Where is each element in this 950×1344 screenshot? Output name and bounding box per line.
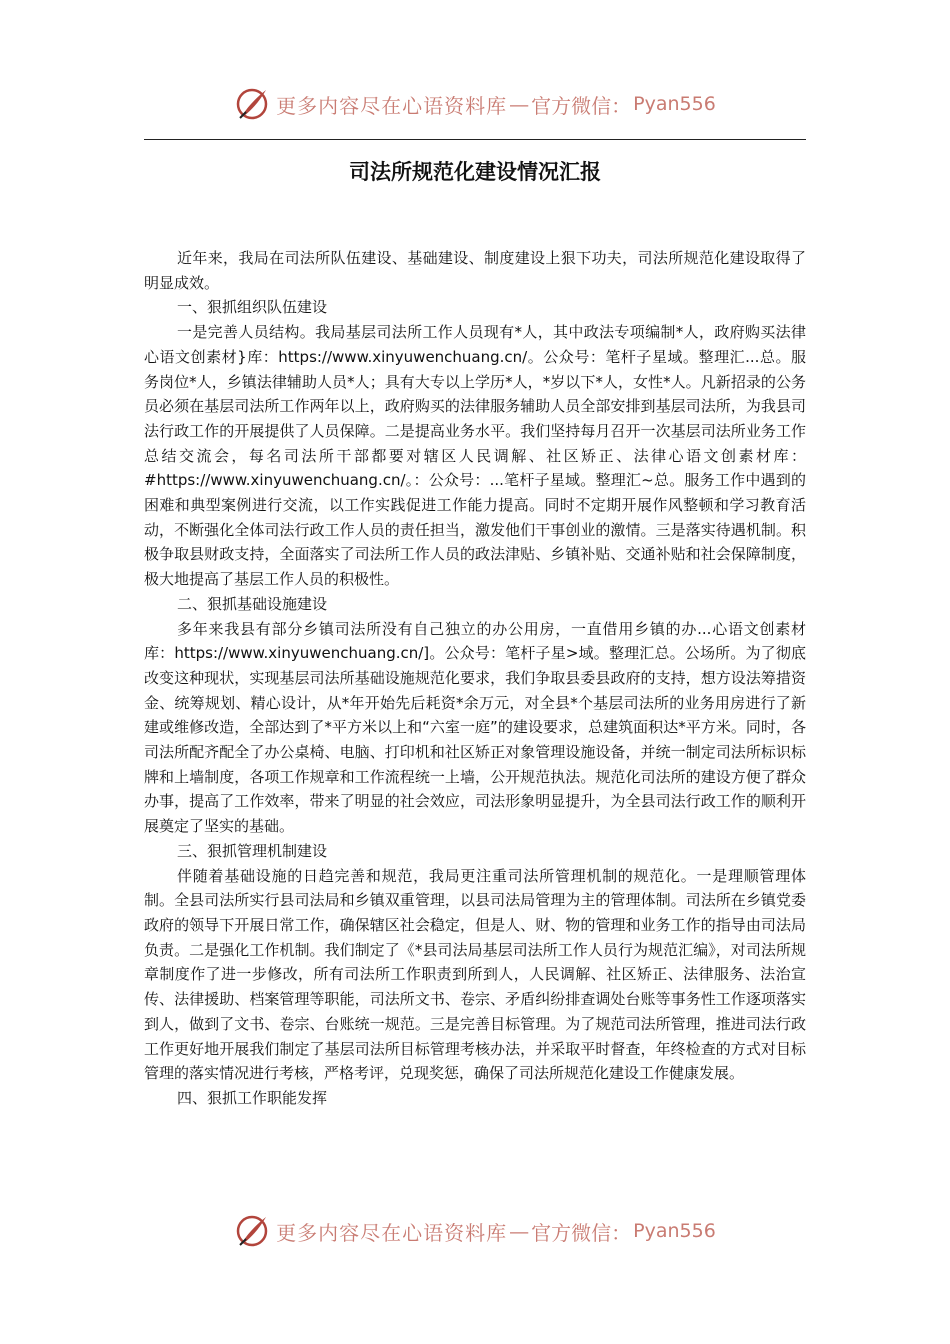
- document-body: [144, 246, 806, 1111]
- document-title: 司法所规范化建设情况汇报: [349, 160, 601, 184]
- banner-wechat-id: Pyan556: [633, 1220, 716, 1242]
- banner-label: 官方微信：: [531, 1220, 632, 1245]
- quill-logo-icon: [234, 1213, 270, 1249]
- header-banner: [0, 84, 950, 124]
- quill-logo-icon: [234, 86, 270, 122]
- banner-separator: —: [509, 1219, 530, 1243]
- banner-brand: 更多内容尽在心语资料库: [276, 93, 508, 118]
- section-heading-3: 三、狠抓管理机制建设: [177, 841, 328, 860]
- banner-separator: —: [509, 92, 530, 116]
- banner-label: 官方微信：: [531, 93, 632, 118]
- intro-paragraph: 近年来，我局在司法所队伍建设、基础建设、制度建设上狠下功夫，司法所规范化建设取得了明显成效。: [144, 249, 806, 292]
- section-heading-1: 一、狠抓组织队伍建设: [177, 298, 328, 317]
- section-heading-4: 四、狠抓工作职能发挥: [177, 1088, 328, 1107]
- header-divider: [144, 139, 806, 140]
- body-paragraph: 多年来我县有部分乡镇司法所没有自己独立的办公用房，一直借用乡镇的办...心语文创素材库：https://www.xinyuwenchuang.cn/]。公众号：笔杆子星>域。整理汇总。公场所。为了彻底改变这种现状，实现基层司法所基础设施规范化要求，我们争取县委县政府的支持，想方设法筹措资金、统筹规划、精心设计，从*年开始先后耗资*余万元，对全县*个基层司法所的业务用房进行了新建或维修改造，全部达到了*平方米以上和“六室一庭”的建设要求，总建筑面积达*平方米。同时，各司法所配齐配全了办公桌椅、电脑、打印机和社区矫正对象管理设施设备，并统一制定司法所标识标牌和上墙制度，各项工作规章和工作流程统一上墙，公开规范执法。规范化司法所的建设方便了群众办事，提高了工作效率，带来了明显的社会效应，司法形象明显提升，为全县司法行政工作的顺利开展奠定了坚实的基础。: [144, 619, 806, 836]
- banner-brand: 更多内容尽在心语资料库: [276, 1220, 508, 1245]
- body-paragraph: 伴随着基础设施的日趋完善和规范，我局更注重司法所管理机制的规范化。一是理顺管理体制。全县司法所实行县司法局和乡镇双重管理，以县司法局管理为主的管理体制。司法所在乡镇党委政府的领导下开展日常工作，确保辖区社会稳定，但是人、财、物的管理和业务工作的指导由司法局负责。二是强化工作机制。我们制定了《*县司法局基层司法所工作人员行为规范汇编》，对司法所规章制度作了进一步修改，所有司法所工作职责到所到人，人民调解、社区矫正、法律服务、法治宣传、法律援助、档案管理等职能，司法所文书、卷宗、矛盾纠纷排查调处台账等事务性工作逐项落实到人，做到了文书、卷宗、台账统一规范。三是完善目标管理。为了规范司法所管理，推进司法行政工作更好地开展我们制定了基层司法所目标管理考核办法，并采取平时督查，年终检查的方式对目标管理的落实情况进行考核，严格考评，兑现奖惩，确保了司法所规范化建设工作健康发展。: [144, 866, 806, 1083]
- body-paragraph: 一是完善人员结构。我局基层司法所工作人员现有*人，其中政法专项编制*人，政府购买法律心语文创素材}库：https://www.xinyuwenchuang.cn/。公众号：笔杆子星域。整理汇...总。服务岗位*人，乡镇法律辅助人员*人；具有大专以上学历*人，*岁以下*人，女性*人。凡新招录的公务员必须在基层司法所工作两年以上，政府购买的法律服务辅助人员全部安排到基层司法所，为我县司法行政工作的开展提供了人员保障。二是提高业务水平。我们坚持每月召开一次基层司法所业务工作总结交流会，每名司法所干部都要对辖区人民调解、社区矫正、法律心语文创素材库：#https://www.xinyuwenchuang.cn/。：公众号：...笔杆子星域。整理汇~总。服务工作中遇到的困难和典型案例进行交流，以工作实践促进工作能力提高。同时不定期开展作风整顿和学习教育活动，不断强化全体司法行政工作人员的责任担当，激发他们干事创业的激情。三是落实待遇机制。积极争取县财政支持，全面落实了司法所工作人员的政法津贴、乡镇补贴、交通补贴和社会保障制度，极大地提高了基层工作人员的积极性。: [144, 323, 806, 589]
- banner-wechat-id: Pyan556: [633, 93, 716, 115]
- footer-banner: [0, 1211, 950, 1251]
- section-heading-2: 二、狠抓基础设施建设: [177, 594, 328, 613]
